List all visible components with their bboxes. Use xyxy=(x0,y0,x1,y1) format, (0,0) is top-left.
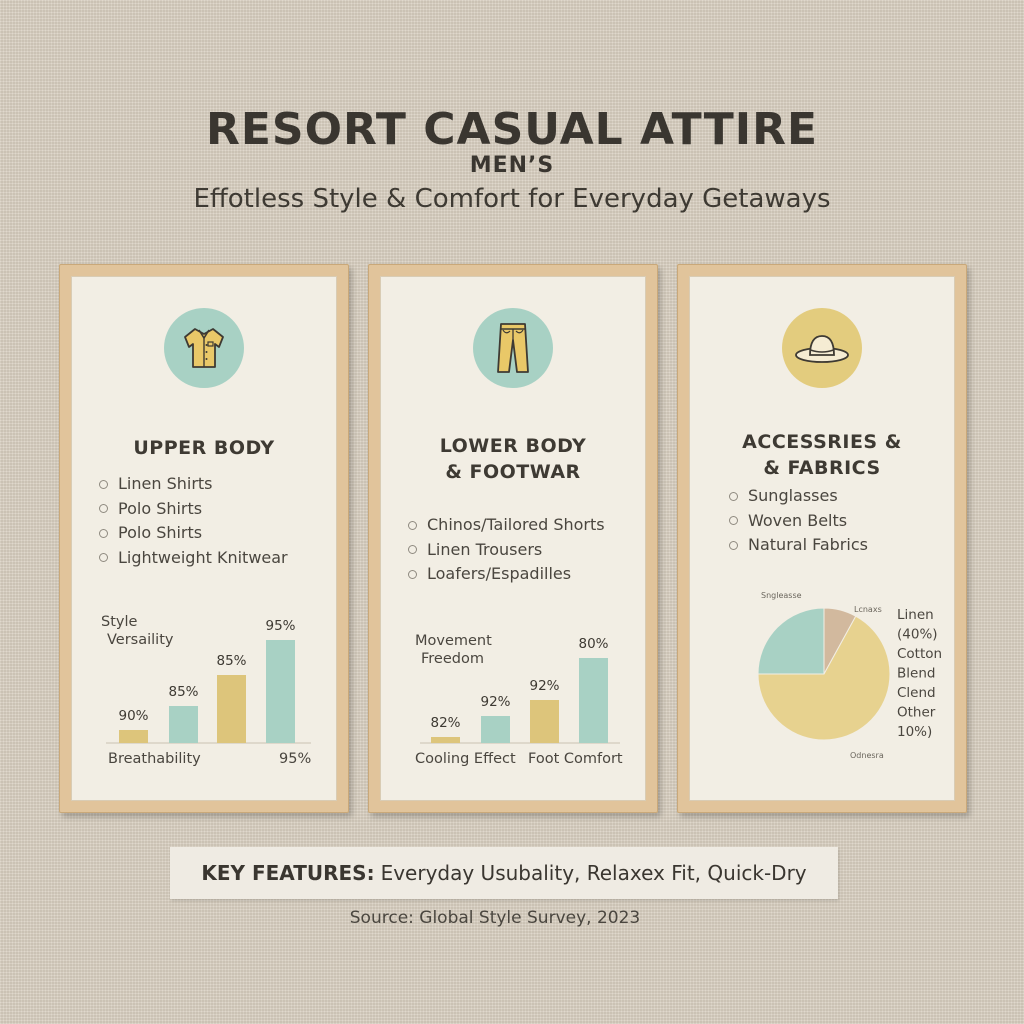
fabrics-pie-chart xyxy=(689,276,955,801)
pie-slice-label: Lcnaxs xyxy=(854,605,882,614)
chart-bar xyxy=(431,737,460,743)
list-item: Linen Trousers xyxy=(408,538,605,563)
chart-bar-label: 85% xyxy=(168,684,199,700)
key-features-text: Everyday Usubality, Relaxex Fit, Quick-Dry xyxy=(380,861,807,885)
pie-legend-text: Cotton xyxy=(897,646,943,662)
chart-bar xyxy=(266,640,295,743)
list-item: Lightweight Knitwear xyxy=(99,546,288,571)
pie-slice-label: Sngleasse xyxy=(761,591,802,600)
chart-bar-label: 95% xyxy=(265,618,296,634)
list-item: Linen Shirts xyxy=(99,472,288,497)
lower-body-frame xyxy=(368,264,658,813)
chart-series-label: Freedom xyxy=(421,651,484,667)
pie-bottom-label: Odnesra xyxy=(850,751,884,760)
accessories-panel xyxy=(689,276,955,801)
lower-body-title-line: LOWER BODY xyxy=(439,435,587,457)
page-subtitle: MEN’S xyxy=(469,153,555,178)
pie-slice xyxy=(758,608,824,674)
chart-series-label: Movement xyxy=(415,633,492,649)
upper-body-bar-chart xyxy=(71,276,337,801)
pie-legend-text: Linen xyxy=(897,607,934,623)
page-title: RESORT CASUAL ATTIRE xyxy=(205,104,819,155)
lower-body-title-line: & FOOTWAR xyxy=(445,461,581,483)
accessories-title-line: ACCESSRIES & xyxy=(742,431,902,453)
chart-x-label: Foot Comfort xyxy=(528,751,623,767)
chart-bar xyxy=(217,675,246,743)
upper-body-title-line: UPPER BODY xyxy=(133,437,275,459)
chart-series-label: Style xyxy=(101,614,138,630)
chart-series-label: Versaility xyxy=(107,632,174,648)
chart-x-label: Breathability xyxy=(108,751,201,767)
lower-body-bar-chart xyxy=(380,276,646,801)
list-item: Polo Shirts xyxy=(99,497,288,522)
chart-bar xyxy=(530,700,559,743)
list-item: Polo Shirts xyxy=(99,521,288,546)
chart-x-label: Cooling Effect xyxy=(415,751,516,767)
upper-body-panel xyxy=(71,276,337,801)
chart-bar-label: 92% xyxy=(480,694,511,710)
accessories-title-line: & FABRICS xyxy=(763,457,881,479)
chart-bar-label: 80% xyxy=(578,636,609,652)
list-item: Woven Belts xyxy=(729,509,868,534)
list-item: Sunglasses xyxy=(729,484,868,509)
source-note: Source: Global Style Survey, 2023 xyxy=(349,908,641,928)
pie-legend-text: Blend xyxy=(897,665,936,682)
pie-legend-text: 10%) xyxy=(897,724,933,740)
pie-legend-text: Clend xyxy=(897,685,936,701)
pie-legend-text: Other xyxy=(897,704,936,721)
chart-bar xyxy=(579,658,608,743)
key-features-box xyxy=(170,847,838,899)
upper-body-frame xyxy=(59,264,349,813)
chart-x-label: 95% xyxy=(279,751,312,767)
chart-bar xyxy=(169,706,198,743)
chart-bar-label: 85% xyxy=(216,653,247,669)
pie-legend-text: (40%) xyxy=(897,626,938,643)
list-item: Loafers/Espadilles xyxy=(408,562,605,587)
list-item: Chinos/Tailored Shorts xyxy=(408,513,605,538)
chart-bar xyxy=(481,716,510,743)
page-tagline: Effotless Style & Comfort for Everyday Getaways xyxy=(193,184,831,214)
chart-bar-label: 92% xyxy=(529,678,560,694)
key-features-label: KEY FEATURES: xyxy=(201,861,375,885)
chart-bar xyxy=(119,730,148,743)
chart-bar-label: 82% xyxy=(430,715,461,731)
lower-body-panel xyxy=(380,276,646,801)
list-item: Natural Fabrics xyxy=(729,533,868,558)
chart-bar-label: 90% xyxy=(118,708,149,724)
accessories-frame xyxy=(677,264,967,813)
